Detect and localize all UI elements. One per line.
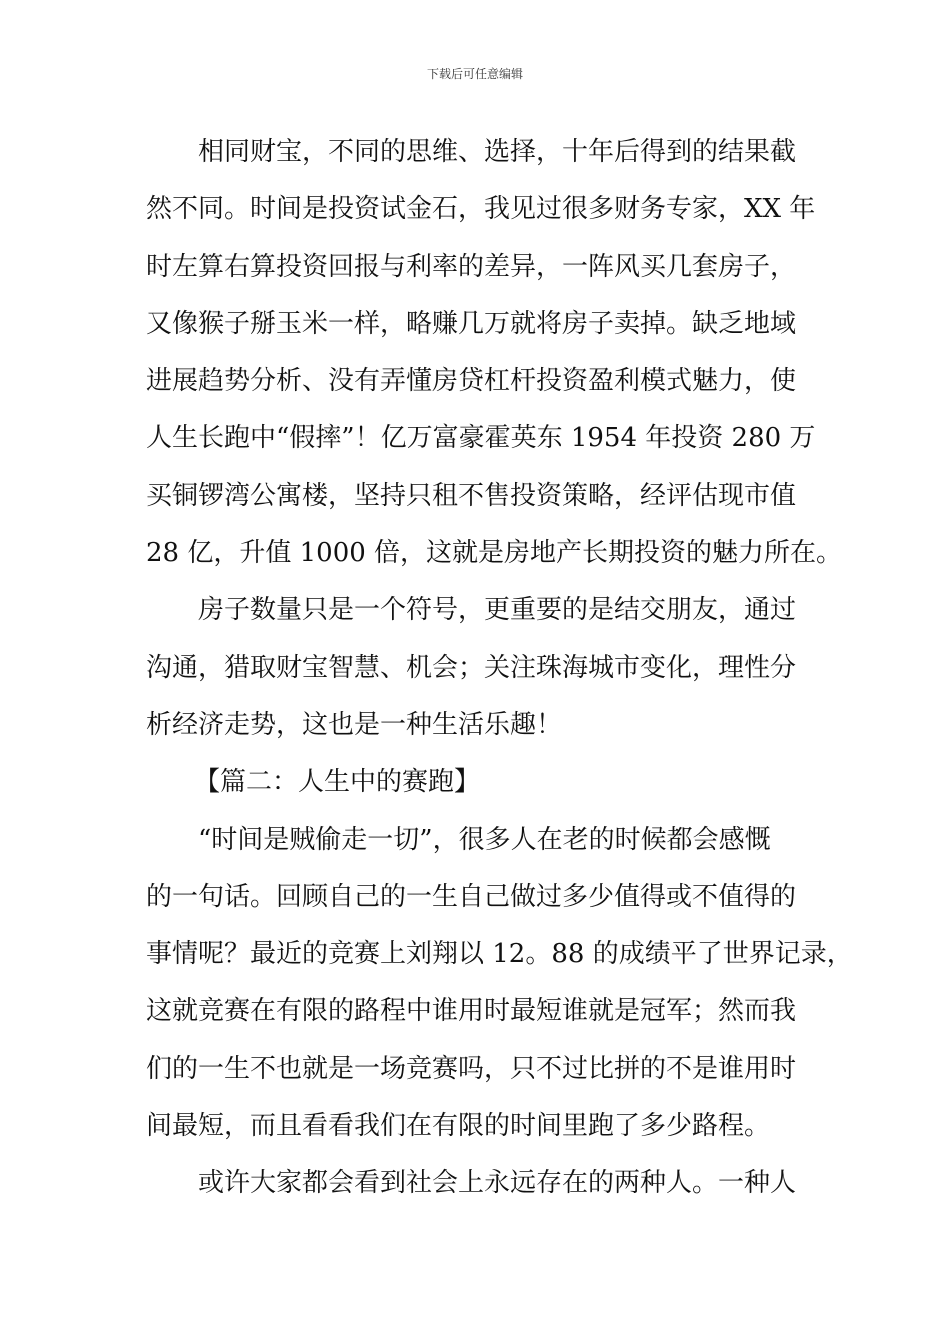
text-line: 们的一生不也就是一场竞赛吗，只不过比拼的不是谁用时 <box>146 1053 797 1084</box>
text-line: 房子数量只是一个符号，更重要的是结交朋友，通过 <box>198 595 797 626</box>
text-line: 人生长跑中“假摔”！亿万富豪霍英东 1954 年投资 280 万 <box>146 423 816 454</box>
text-line: 买铜锣湾公寓楼，坚持只租不售投资策略，经评估现市值 <box>146 480 797 511</box>
text-line: 或许大家都会看到社会上永远存在的两种人。一种人 <box>198 1168 797 1199</box>
text-line: “时间是贼偷走一切”，很多人在老的时候都会感慨 <box>198 824 771 855</box>
text-line: 时左算右算投资回报与利率的差异，一阵风买几套房子， <box>146 251 797 282</box>
page-header: 下载后可任意编辑 <box>426 67 523 81</box>
text-line: 28 亿，升值 1000 倍，这就是房地产长期投资的魅力所在。 <box>146 538 843 569</box>
section-heading: 【篇二：人生中的赛跑】 <box>194 767 481 798</box>
text-line: 事情呢？最近的竞赛上刘翔以 12。88 的成绩平了世界记录， <box>146 939 853 970</box>
text-line: 然不同。时间是投资试金石，我见过很多财务专家，XX 年 <box>146 194 816 225</box>
text-line: 这就竞赛在有限的路程中谁用时最短谁就是冠军；然而我 <box>146 996 797 1027</box>
text-line: 的一句话。回顾自己的一生自己做过多少值得或不值得的 <box>146 881 797 912</box>
text-line: 进展趋势分析、没有弄懂房贷杠杆投资盈利模式魅力，使 <box>146 366 797 397</box>
text-line: 析经济走势，这也是一种生活乐趣！ <box>146 709 563 740</box>
text-line: 间最短，而且看看我们在有限的时间里跑了多少路程。 <box>146 1111 771 1142</box>
text-line: 相同财宝，不同的思维、选择，十年后得到的结果截 <box>198 137 797 167</box>
text-line: 又像猴子掰玉米一样，略赚几万就将房子卖掉。缺乏地域 <box>146 308 797 339</box>
text-line: 沟通，猎取财宝智慧、机会；关注珠海城市变化，理性分 <box>146 652 797 683</box>
document-body <box>146 124 853 1213</box>
